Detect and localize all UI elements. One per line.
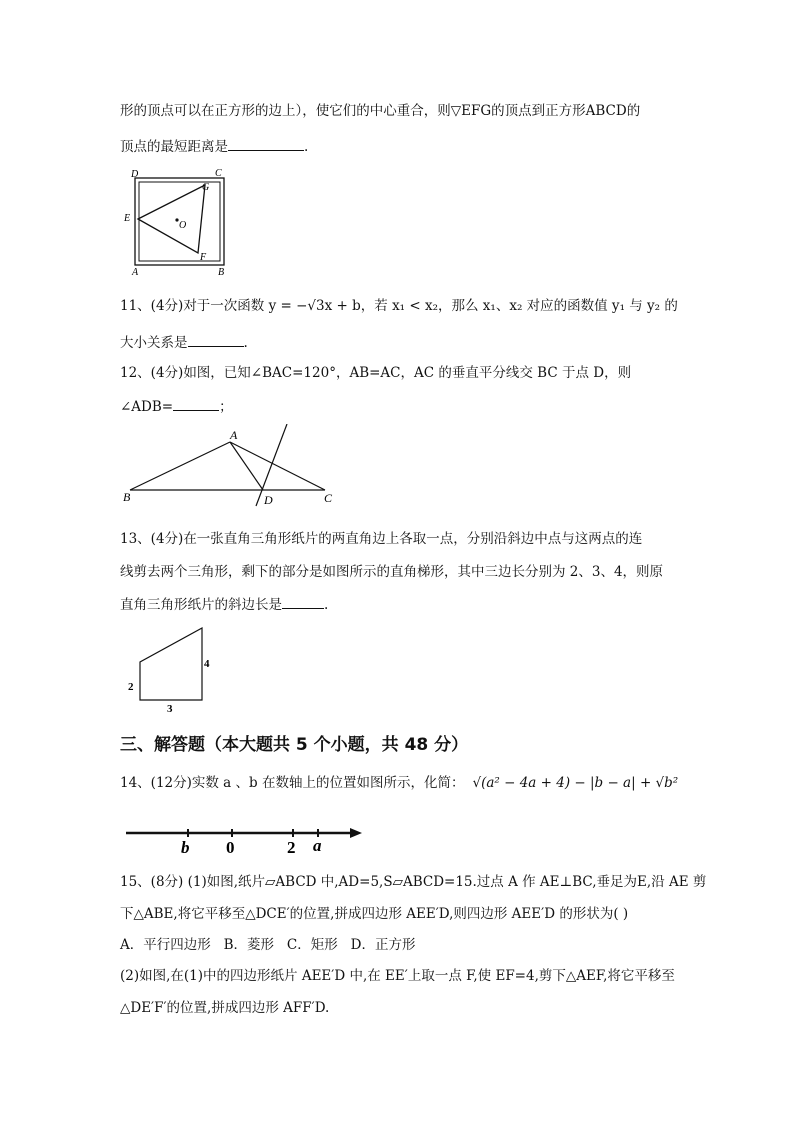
- q12-triangle-figure: [118, 424, 344, 510]
- label-a: a: [313, 836, 322, 855]
- label-d: D: [264, 493, 273, 507]
- q15-text-line1: (1)如图,纸片▱ABCD 中,AD=5,S▱ABCD=15.过点 A 作 AE⊥BC,垂足为E,沿 AE 剪: [187, 874, 707, 890]
- q13-line3: [120, 594, 328, 614]
- option-d: D．正方形: [350, 937, 416, 953]
- q13-line3-end: .: [324, 597, 329, 613]
- label-b: b: [181, 838, 190, 857]
- q11-number: 11、(4分): [120, 298, 184, 314]
- q15-text-line3: (2)如图,在(1)中的四边形纸片 AEE′D 中,在 EE′上取一点 F,使 EF=4,剪下△AEF,将它平移至: [120, 968, 675, 984]
- q14-formula: √(a² − 4a + 4) − |b − a| + √b²: [472, 775, 679, 791]
- label-a: A: [132, 267, 139, 277]
- q12-line2-text: ∠ADB=: [120, 399, 174, 415]
- label-e: E: [124, 213, 131, 224]
- q15-options: [120, 936, 415, 954]
- label-b: B: [123, 490, 131, 504]
- q14-number: 14、(12分): [120, 775, 192, 791]
- q14-line1: [120, 774, 678, 792]
- q13-text-line2: 线剪去两个三角形，剩下的部分是如图所示的直角梯形，其中三边长分别为 2、3、4，则原: [120, 564, 664, 580]
- label-d: D: [131, 169, 139, 180]
- option-b: B．菱形: [223, 937, 275, 953]
- q12-line2: [120, 396, 233, 416]
- q15-number: 15、(8分): [120, 874, 184, 890]
- q14-text: 实数 a 、b 在数轴上的位置如图所示，化简：: [191, 775, 465, 791]
- q11-line2: [120, 332, 248, 352]
- q15-line1: [120, 873, 706, 891]
- q11-line2-end: .: [243, 335, 248, 351]
- side-label-right: 4: [204, 658, 210, 670]
- q13-line3-text: 直角三角形纸片的斜边长是: [120, 597, 282, 613]
- right-trapezoid: [140, 628, 202, 700]
- q13-line1: [120, 530, 642, 548]
- segment-ad: [230, 442, 263, 490]
- label-f: F: [200, 252, 207, 263]
- q12-line2-end: ；: [219, 399, 233, 415]
- q15-text-line2: 下△ABE,将它平移至△DCE′的位置,拼成四边形 AEE′D,则四边形 AEE′D 的形状为( ): [120, 906, 629, 922]
- q15-text-line4: △DE′F′的位置,拼成四边形 AFF′D.: [120, 1000, 330, 1016]
- q11-answer-blank: [188, 332, 244, 347]
- q10-square-figure: [120, 165, 245, 277]
- q11-line1: [120, 297, 678, 315]
- label-c: C: [215, 168, 222, 179]
- label-a: A: [230, 428, 238, 442]
- q13-number: 13、(4分): [120, 531, 184, 547]
- side-label-left: 2: [128, 681, 134, 693]
- q12-line1: [120, 364, 631, 382]
- q10-line2-end: .: [304, 139, 309, 155]
- option-c: C．矩形: [286, 937, 338, 953]
- q10-answer-blank: [228, 136, 304, 151]
- section-title: 三、解答题（本大题共 5 个小题，共 48 分）: [120, 735, 469, 755]
- q11-line2-text: 大小关系是: [120, 335, 188, 351]
- label-zero: 0: [226, 838, 235, 857]
- segment-ab: [130, 442, 230, 490]
- q11-text-line1: 对于一次函数 y = −√3x + b，若 x₁ < x₂，那么 x₁、x₂ 对应的函数值 y₁ 与 y₂ 的: [183, 298, 678, 314]
- q12-number: 12、(4分): [120, 365, 184, 381]
- label-b: B: [218, 267, 225, 277]
- q10-text-line1: 形的顶点可以在正方形的边上），使它们的中心重合，则▽EFG的顶点到正方形ABCD的: [120, 103, 641, 119]
- option-a: A．平行四边形: [120, 937, 211, 953]
- q12-answer-blank: [173, 396, 219, 411]
- q13-answer-blank: [282, 594, 324, 609]
- label-g: G: [202, 182, 210, 193]
- q14-number-line: [122, 818, 372, 858]
- q10-text-line2: [120, 136, 308, 156]
- q13-trapezoid-figure: [122, 622, 222, 714]
- triangle-efg: [138, 185, 205, 253]
- label-o: O: [179, 220, 187, 231]
- q13-text-line1: 在一张直角三角形纸片的两直角边上各取一点，分别沿斜边中点与这两点的连: [183, 531, 643, 547]
- axis-arrow: [350, 828, 362, 838]
- side-label-bottom: 3: [167, 703, 173, 714]
- q10-line2-text: 顶点的最短距离是: [120, 139, 228, 155]
- label-two: 2: [287, 838, 296, 857]
- q12-text-line1: 如图，已知∠BAC=120°，AB=AC，AC 的垂直平分线交 BC 于点 D，则: [183, 365, 632, 381]
- label-c: C: [324, 491, 333, 505]
